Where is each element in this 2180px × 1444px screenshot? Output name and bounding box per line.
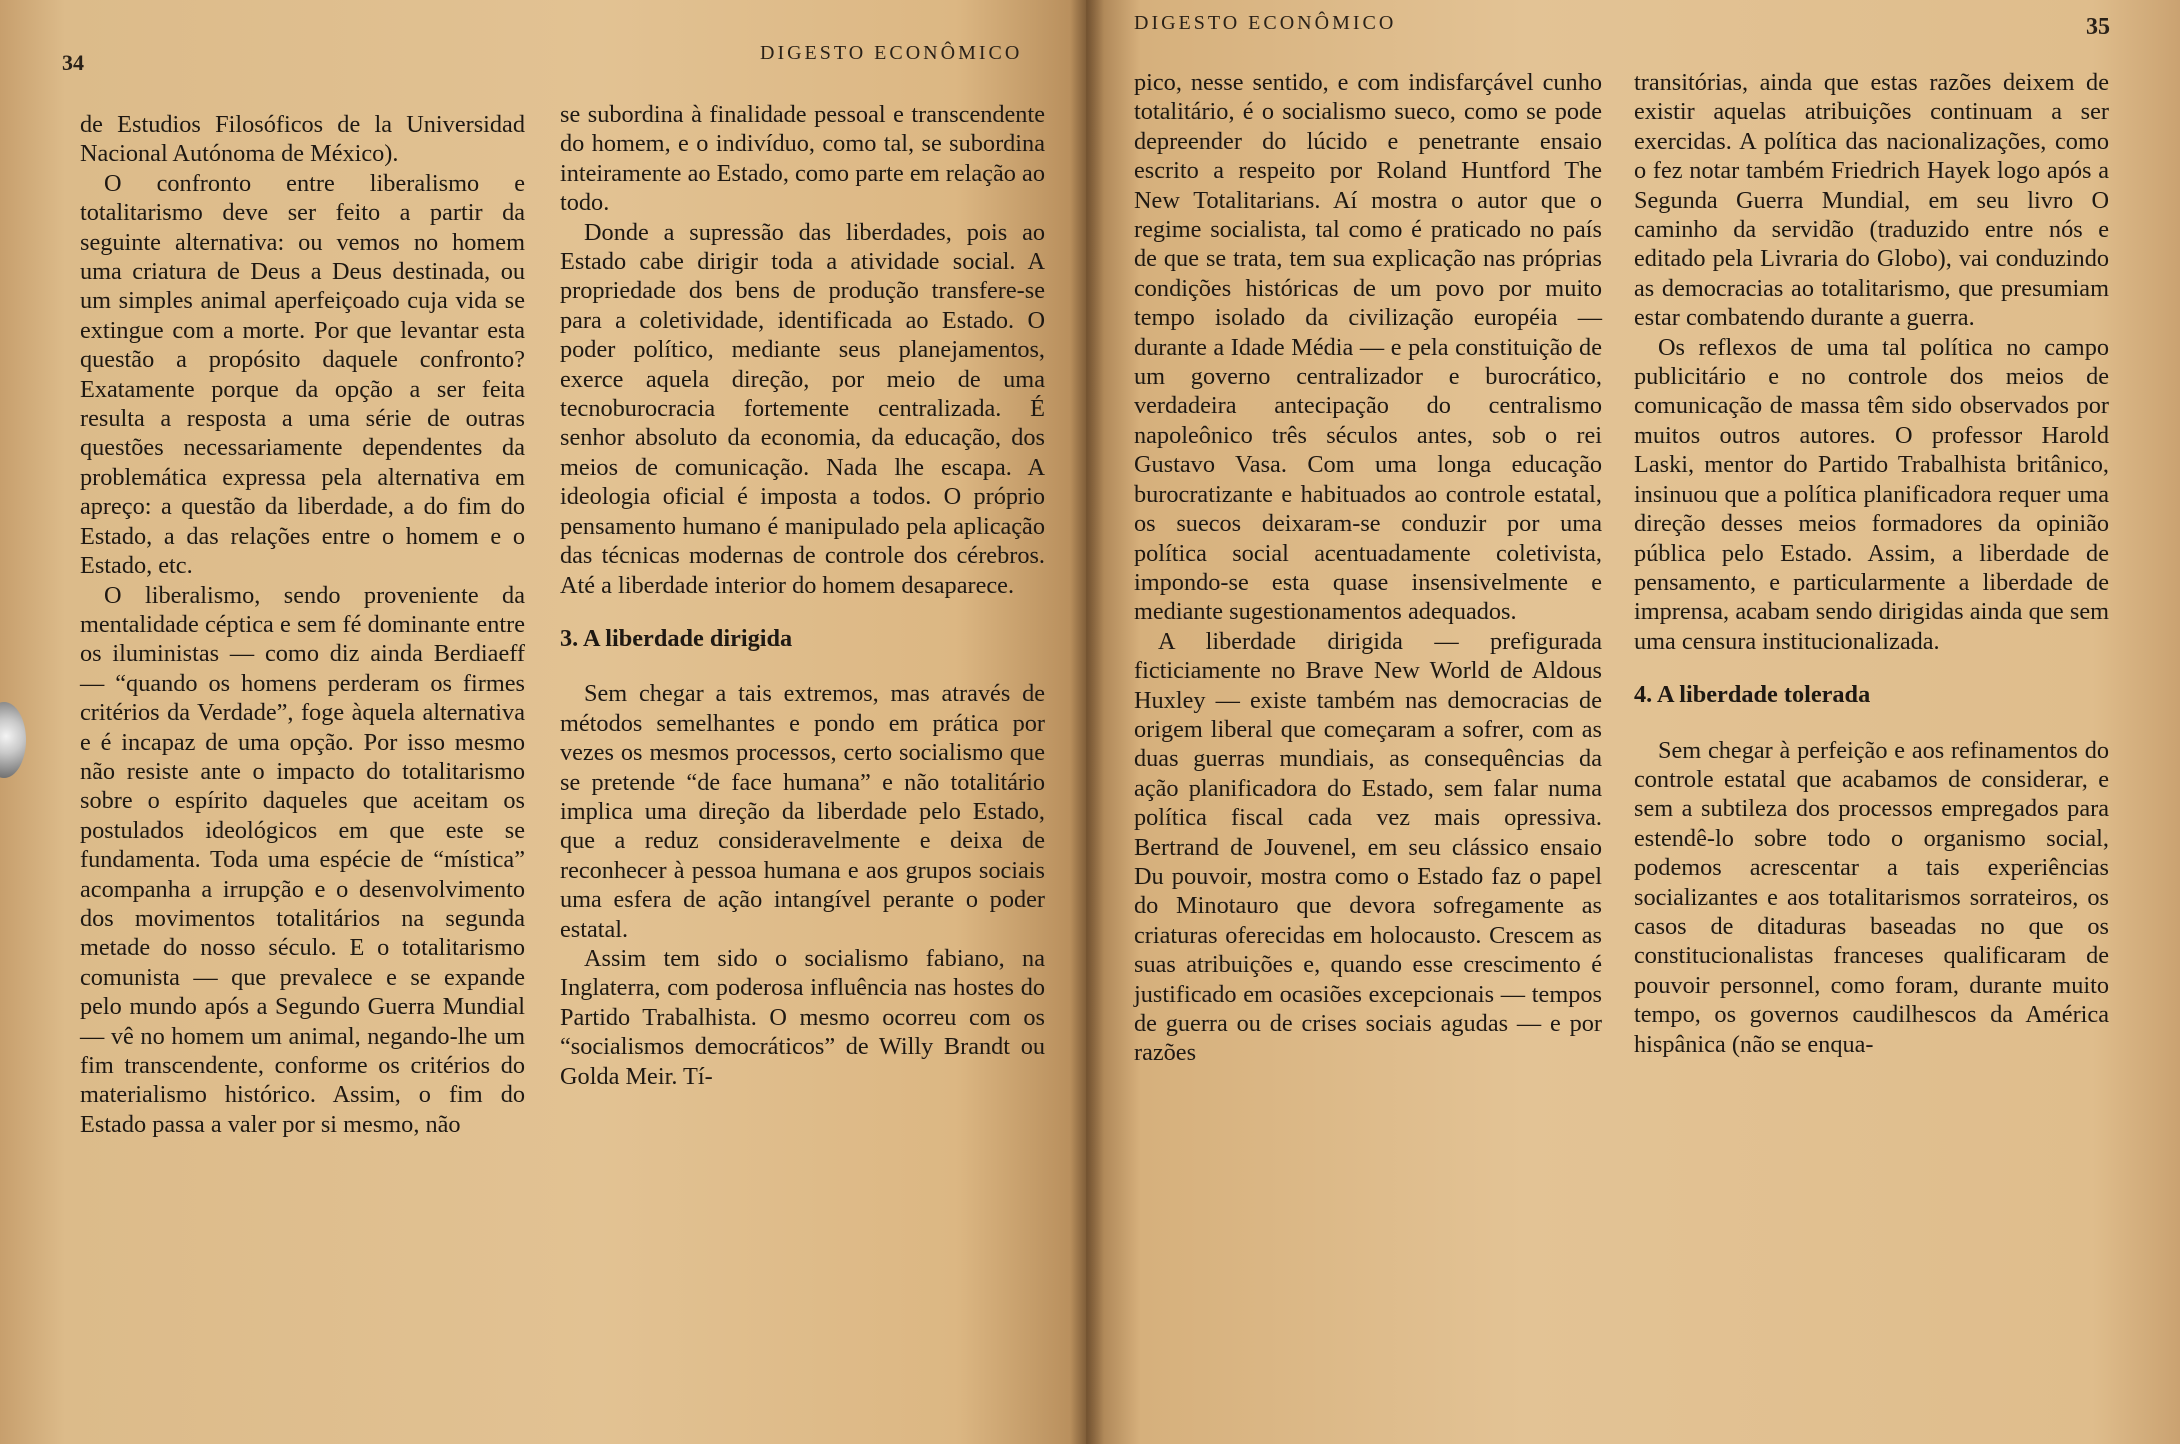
page-number-right: 35 bbox=[2086, 14, 2110, 40]
paragraph: pico, nesse sentido, e com indisfarçável cunho totalitário, é o socialismo sueco, como se pode depreender do lúcido e penetrante ensaio escrito a respeito por Roland Huntford The New Totalitarians. Aí mostra o autor que o regime socialista, tal como é praticado no país de que se trata, tem sua explicação nas próprias condições históricas de um povo por muito tempo isolado da civilização européia — durante a Idade Média — e pela constituição de um governo centralizador e burocrático, verdadeira antecipação do centralismo napoleônico três séculos antes, sob o rei Gustavo Vasa. Com uma longa educação burocratizante e habituados ao controle estatal, os suecos deixaram-se conduzir por uma política social acentuadamente coletivista, impondo-se esta quase insensivelmente e mediante sugestionamentos adequados. bbox=[1134, 69, 1602, 626]
paragraph: transitórias, ainda que estas razões deixem de existir aquelas atribuições continuam a ser exercidas. A política das nacionalizações, como o fez notar também Friedrich Hayek logo após a Segunda Guerra Mundial, em seu livro O caminho da servidão (traduzido entre nós e editado pela Livraria do Globo), vai conduzindo as democracias ao totalitarismo, que presumiam estar combatendo durante a guerra. bbox=[1634, 69, 2109, 332]
left-page-column-2 bbox=[560, 100, 1045, 1091]
left-page-column-1 bbox=[80, 110, 525, 1139]
book-gutter bbox=[1070, 0, 1104, 1444]
paragraph: Sem chegar à perfeição e aos refinamentos do controle estatal que acabamos de considerar, e sem a subtileza dos processos empregados para estendê-lo sobre todo o organismo social, podemos acrescentar a tais experiências socializantes e aos totalitarismos sorrateiros, os casos de ditaduras baseadas no que os constitucionalistas franceses qualificaram de pouvoir personnel, como foram, durante muito tempo, os governos caudilhescos da América hispânica (não se enqua- bbox=[1634, 736, 2109, 1058]
section-heading: 3. A liberdade dirigida bbox=[560, 624, 793, 652]
right-page-column-1 bbox=[1134, 68, 1602, 1068]
running-head-right: DIGESTO ECONÔMICO bbox=[1134, 12, 1397, 34]
running-head-left: DIGESTO ECONÔMICO bbox=[760, 42, 1023, 64]
paragraph: O confronto entre liberalismo e totalitarismo deve ser feito a partir da seguinte alternativa: ou vemos no homem uma criatura de Deus a Deus destinada, ou um simples animal aperfeiçoado cuja vida se extingue com a morte. Por que levantar esta questão a propósito daquele confronto? Exatamente porque da opção a ser feita resulta a resposta a uma série de outras questões necessariamente dependentes da problemática expressa pela alternativa em apreço: a questão da liberdade, a do fim do Estado, a das relações entre o homem e o Estado, etc. bbox=[80, 169, 525, 580]
paragraph: O liberalismo, sendo proveniente da mentalidade céptica e sem fé dominante entre os iluministas — como diz ainda Berdiaeff — “quando os homens perderam os firmes critérios da Verdade”, foge àquela alternativa e é incapaz de uma opção. Por isso mesmo não resiste ante o impacto do totalitarismo sobre o espírito daqueles que aceitam os postulados ideológicos em que este se fundamenta. Toda uma espécie de “mística” acompanha a irrupção e o desenvolvimento dos movimentos totalitários na segunda metade do nosso século. E o totalitarismo comunista — que prevalece e se expande pelo mundo após a Segundo Guerra Mundial — vê no homem um animal, negando-lhe um fim transcendente, conforme os critérios do materialismo histórico. Assim, o fim do Estado passa a valer por si mesmo, não bbox=[80, 581, 525, 1138]
right-page bbox=[1086, 0, 2180, 1444]
paragraph: Os reflexos de uma tal política no campo publicitário e no controle dos meios de comunicação de massa têm sido observados por muitos outros autores. O professor Harold Laski, mentor do Partido Trabalhista britânico, insinuou que a política planificadora requer uma direção desses meios formadores da opinião pública pelo Estado. Assim, a liberdade de pensamento, e particularmente a liberdade de imprensa, acabam sendo dirigidas ainda que sem uma censura institucionalizada. bbox=[1634, 333, 2109, 655]
paragraph: se subordina à finalidade pessoal e transcendente do homem, e o indivíduo, como tal, se subordina inteiramente ao Estado, como parte em relação ao todo. bbox=[560, 101, 1045, 217]
paragraph: Donde a supressão das liberdades, pois ao Estado cabe dirigir toda a atividade social. A propriedade dos bens de produção transfere-se para a coletividade, identificada ao Estado. O poder político, mediante seus planejamentos, exerce aquela direção, por meio de uma tecnoburocracia fortemente centralizada. É senhor absoluto da economia, da educação, dos meios de comunicação. Nada lhe escapa. A ideologia oficial é imposta a todos. O próprio pensamento humano é manipulado pela aplicação das técnicas modernas de controle dos cérebros. Até a liberdade interior do homem desaparece. bbox=[560, 218, 1045, 599]
section-heading: 4. A liberdade tolerada bbox=[1634, 681, 1871, 709]
right-page-column-2 bbox=[1634, 68, 2109, 1059]
paragraph: de Estudios Filosóficos de la Universidad Nacional Autónoma de México). bbox=[80, 111, 525, 168]
paragraph: A liberdade dirigida — prefigurada ficticiamente no Brave New World de Aldous Huxley — existe também nas democracias de origem liberal que começaram a sofrer, com as duas guerras mundiais, as consequências da ação planificadora do Estado, sem falar numa política fiscal cada vez mais opressiva. Bertrand de Jouvenel, em seu clássico ensaio Du pouvoir, mostra como o Estado faz o papel do Minotauro que devora sofregamente as criaturas oferecidas em holocausto. Crescem as suas atribuições e, quando esse crescimento é justificado em ocasiões excepcionais — tempos de guerra ou de crises sociais agudas — e por razões bbox=[1134, 627, 1602, 1067]
page-number-left: 34 bbox=[62, 50, 84, 75]
left-page bbox=[0, 0, 1086, 1444]
binder-clip-icon bbox=[0, 702, 26, 778]
paragraph: Assim tem sido o socialismo fabiano, na Inglaterra, com poderosa influência nas hostes do Partido Trabalhista. O mesmo ocorreu com os “socialismos democráticos” de Willy Brandt ou Golda Meir. Tí- bbox=[560, 944, 1045, 1090]
paragraph: Sem chegar a tais extremos, mas através de métodos semelhantes e pondo em prática por vezes os mesmos processos, certo socialismo que se pretende “de face humana” e não totalitário implica uma direção da liberdade pelo Estado, que a reduz consideravelmente e deixa de reconhecer à pessoa humana e aos grupos sociais uma esfera de ação intangível perante o poder estatal. bbox=[560, 680, 1045, 943]
